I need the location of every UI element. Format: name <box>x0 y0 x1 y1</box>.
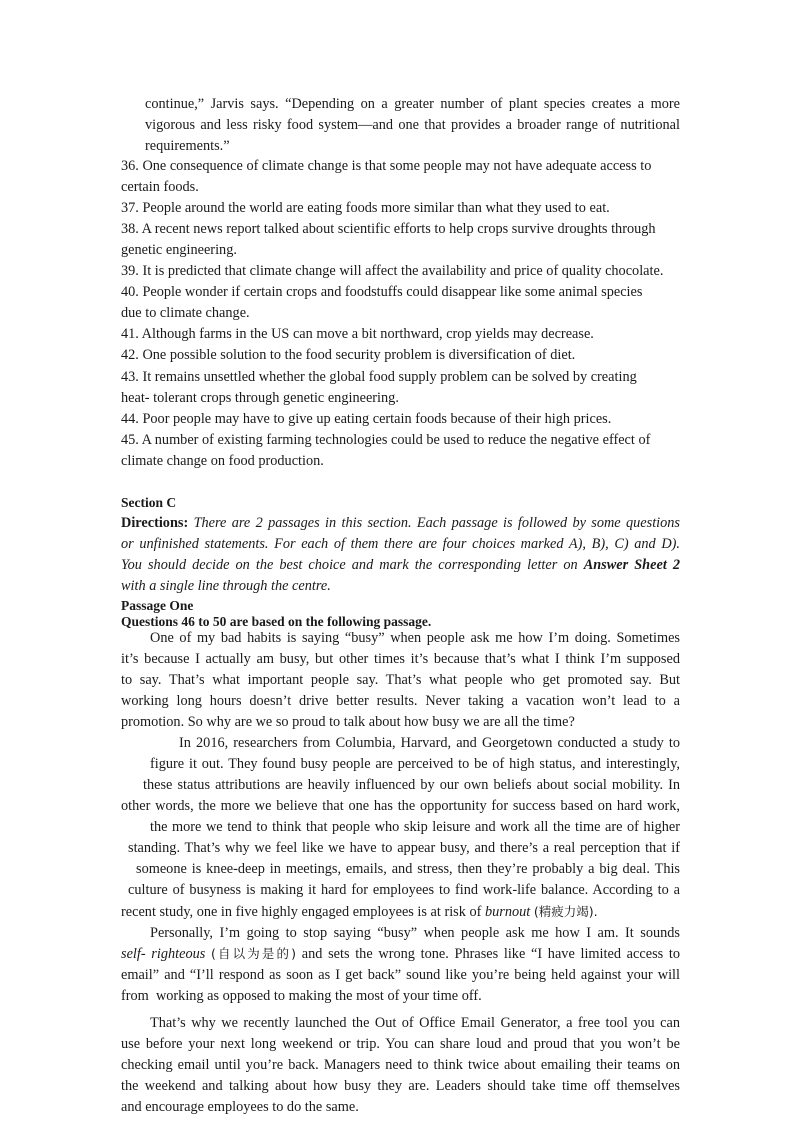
burnout-term: burnout <box>484 904 531 920</box>
statement-43: 43. It remains unsettled whether the global food supply problem can be solved by creating <box>121 369 637 385</box>
burnout-gloss: (精疲力竭). <box>533 904 598 919</box>
answer-sheet-label: Answer Sheet 2 <box>583 557 680 573</box>
statement-44: 44. Poor people may have to give up eating certain foods because of their high prices. <box>121 411 612 427</box>
p2-line-3: these status attributions are heavily influenced by our own beliefs about social mobility. In <box>143 777 680 793</box>
section-c-heading: Section C <box>121 495 177 510</box>
statement-37: 37. People around the world are eating foods more similar than what they used to eat. <box>121 200 610 216</box>
statement-45: 45. A number of existing farming technologies could be used to reduce the negative effect of <box>121 432 651 448</box>
quote-line-3: requirements.” <box>145 138 230 154</box>
directions-label: Directions: <box>121 515 189 531</box>
p2-line-1: In 2016, researchers from Columbia, Harvard, and Georgetown conducted a study to <box>179 735 680 751</box>
p2-line-7: someone is knee-deep in meetings, emails, and stress, then they’re probably a big deal. This <box>136 861 680 877</box>
p1-line-4: working long hours doesn’t drive better results. Never taking a vacation won’t lead to a <box>121 693 680 709</box>
statement-45-cont: climate change on food production. <box>121 453 324 469</box>
p3-line-2 <box>121 945 680 963</box>
p3-line-4: from working as opposed to making the most of your time off. <box>121 988 482 1004</box>
statement-38-cont: genetic engineering. <box>121 242 237 258</box>
p1-line-3: to say. That’s what important people say. That’s what people who get promoted say. But <box>121 672 680 688</box>
p3-line-2-rest: and sets the wrong tone. Phrases like “I have limited access to <box>301 946 681 962</box>
statement-36-cont: certain foods. <box>121 179 199 195</box>
directions-line-2: or unfinished statements. For each of them there are four choices marked A), B), C) and D). <box>121 536 680 552</box>
p2-last-text: recent study, one in five highly engaged employees is at risk of <box>121 904 482 920</box>
statement-39: 39. It is predicted that climate change will affect the availability and price of quality chocolate. <box>121 263 664 279</box>
directions-text-1: There are 2 passages in this section. Each passage is followed by some questions <box>193 515 680 531</box>
directions-text-3: You should decide on the best choice and mark the corresponding letter on <box>121 557 578 573</box>
statement-40: 40. People wonder if certain crops and foodstuffs could disappear like some animal species <box>121 284 643 300</box>
quote-line-2: vigorous and less risky food system—and one that provides a broader range of nutritional <box>145 117 680 133</box>
p2-line-5: the more we tend to think that people who skip leisure and work all the time are of higher <box>150 819 680 835</box>
p3-line-3: email” and “I’ll respond as soon as I get back” sound like you’re being held against your will <box>121 967 680 983</box>
statement-42: 42. One possible solution to the food security problem is diversification of diet. <box>121 347 576 363</box>
p1-line-1: One of my bad habits is saying “busy” when people ask me how I’m doing. Sometimes <box>150 630 680 646</box>
quote-line-1: continue,” Jarvis says. “Depending on a greater number of plant species creates a more <box>145 96 680 112</box>
p1-line-2: it’s because I actually am busy, but other times it’s because that’s what I think I’m supposed <box>121 651 680 667</box>
p4-line-2: use before your next long weekend or trip. You can share loud and proud that you won’t be <box>121 1036 680 1052</box>
p4-line-5: and encourage employees to do the same. <box>121 1099 359 1115</box>
p2-line-6: standing. That’s why we feel like we have to appear busy, and there’s a real perception that if <box>128 840 680 856</box>
p4-line-4: the weekend and talking about how busy they are. Leaders should take time off themselves <box>121 1078 680 1094</box>
p1-line-5: promotion. So why are we so proud to talk about how busy we are all the time? <box>121 714 575 730</box>
statement-40-cont: due to climate change. <box>121 305 250 321</box>
self-righteous-term: self- righteous <box>121 946 206 962</box>
directions-line-1 <box>121 514 680 532</box>
passage-title: Passage One <box>121 598 194 613</box>
p2-line-8: culture of busyness is making it hard for employees to find work-life balance. According to a <box>128 882 680 898</box>
directions-line-3 <box>121 556 680 574</box>
statement-36: 36. One consequence of climate change is that some people may not have adequate access to <box>121 158 652 174</box>
self-righteous-gloss: (自以为是的) <box>211 946 297 961</box>
statement-38: 38. A recent news report talked about scientific efforts to help crops survive droughts through <box>121 221 656 237</box>
p2-line-4: other words, the more we believe that one has the opportunity for success based on hard work, <box>121 798 680 814</box>
p2-line-2: figure it out. They found busy people are perceived to be of high status, and interestingly, <box>150 756 680 772</box>
p2-line-9 <box>121 903 598 921</box>
passage-subtitle: Questions 46 to 50 are based on the following passage. <box>121 614 432 629</box>
p4-line-3: checking email until you’re back. Managers need to think twice about emailing their teams on <box>121 1057 680 1073</box>
directions-line-4: with a single line through the centre. <box>121 578 331 594</box>
p3-line-1: Personally, I’m going to stop saying “busy” when people ask me how I am. It sounds <box>150 925 680 941</box>
p4-line-1: That’s why we recently launched the Out of Office Email Generator, a free tool you can <box>150 1015 680 1031</box>
statement-43-cont: heat- tolerant crops through genetic engineering. <box>121 390 399 406</box>
statement-41: 41. Although farms in the US can move a bit northward, crop yields may decrease. <box>121 326 594 342</box>
